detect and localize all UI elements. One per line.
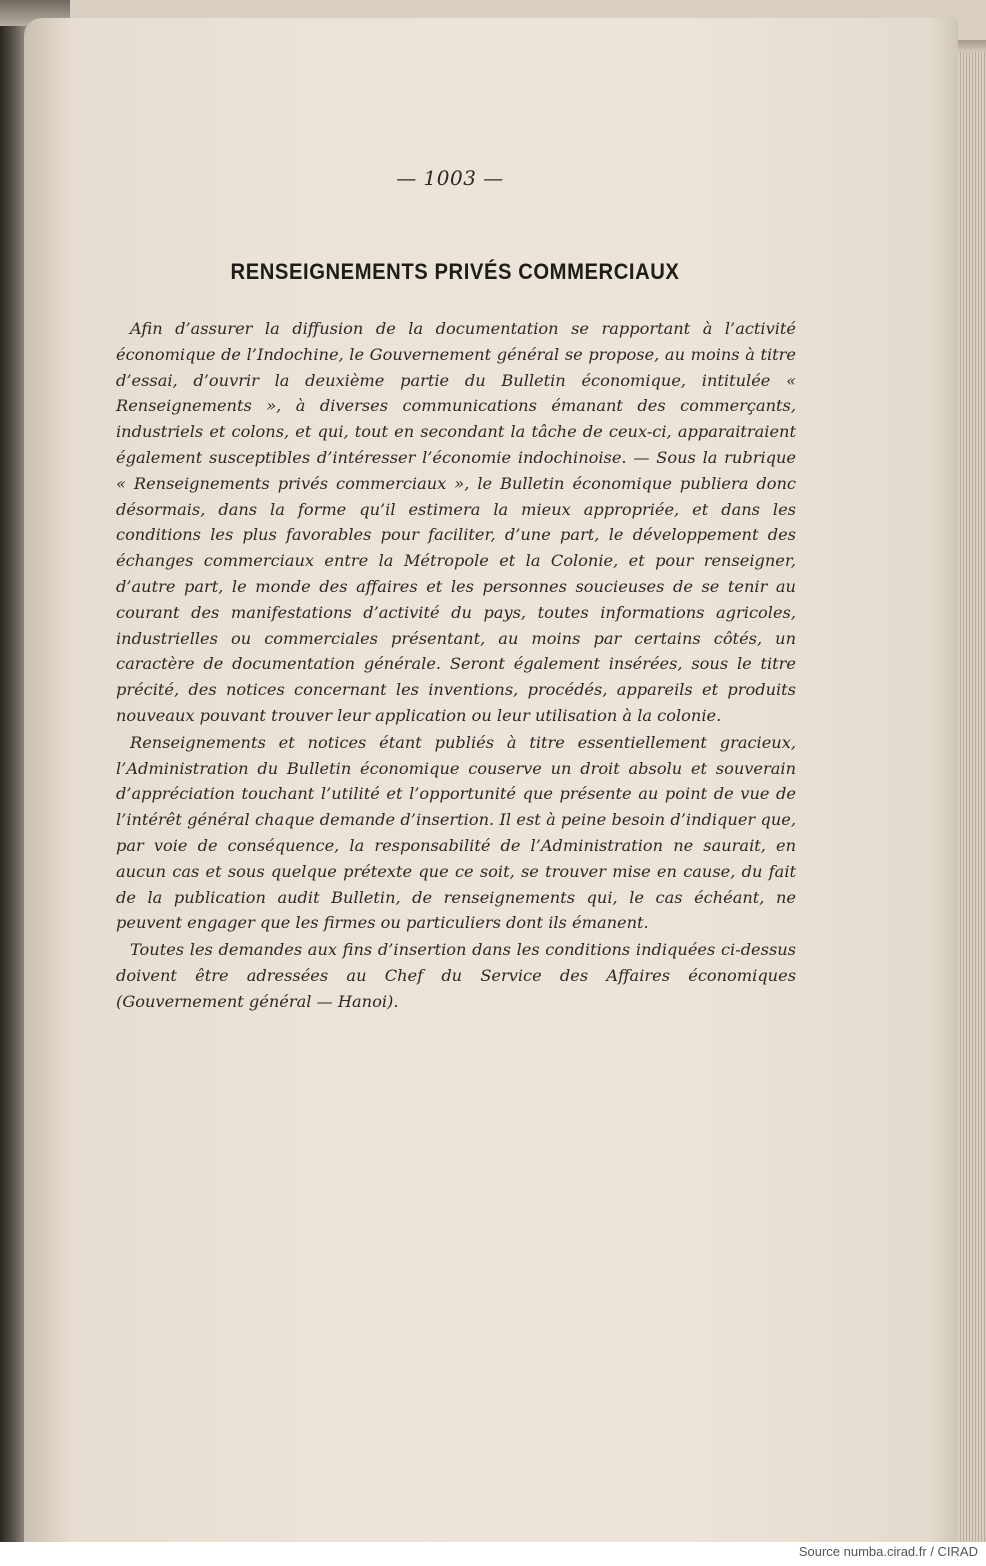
page-edges (958, 40, 986, 1542)
page-title: RENSEIGNEMENTS PRIVÉS COMMERCIAUX (230, 259, 680, 284)
paragraph: Renseignements et notices étant publiés à titre essentiellement gracieux, l’Administration du Bulletin économique couserve un droit absolu et souverain d’appréciation touchant l’utilité et l’opportunité que présente au point de vue de l’intérêt général chaque demande d’insertion. Il est à peine besoin d’indiquer que, par voie de conséquence, la responsabilité de l’Administration ne saurait, en aucun cas et sous quelque prétexte que ce soit, se trouver mise en cause, du fait de la publication audit Bulletin, de renseignements qui, le cas échéant, ne peuvent engager que les firmes ou particuliers dont ils émanent. (116, 732, 796, 933)
paragraph: Toutes les demandes aux fins d’insertion dans les conditions indiquées ci-dessus doivent être adressées au Chef du Service des Affaires économiques (Gouvernement général — Hanoi). (116, 940, 796, 1011)
source-credit: Source numba.cirad.fr / CIRAD (798, 1544, 978, 1559)
paragraph: Afin d’assurer la diffusion de la documentation se rapportant à l’activité économique de l’Indochine, le Gouvernement général se propose, au moins à titre d’essai, d’ouvrir la deuxième partie du Bulletin économique, intitulée « Renseignements », à diverses communications émanant des commerçants, industriels et colons, et qui, tout en secondant la tâche de ceux-ci, apparaitraient également susceptibles d’intéresser l’économie indochinoise. — Sous la rubrique « Renseignements privés commerciaux », le Bulletin économique publiera donc désormais, dans la forme qu’il estimera la mieux appropriée, et dans les conditions les plus favorables pour faciliter, d’une part, le développement des échanges commerciaux entre la Métropole et la Colonie, et pour renseigner, d’autre part, le monde des affaires et les personnes soucieuses de se tenir au courant des manifestations d’activité du pays, toutes informations agricoles, industrielles ou commerciales présentant, au moins par certains côtés, un caractère de documentation générale. Seront également insérées, sous le titre précité, des notices concernant les inventions, procédés, appareils et produits nouveaux pouvant trouver leur application ou leur utilisation à la colonie. (116, 319, 796, 725)
body-text (116, 316, 796, 1015)
page-number: — 1003 — (396, 166, 504, 190)
